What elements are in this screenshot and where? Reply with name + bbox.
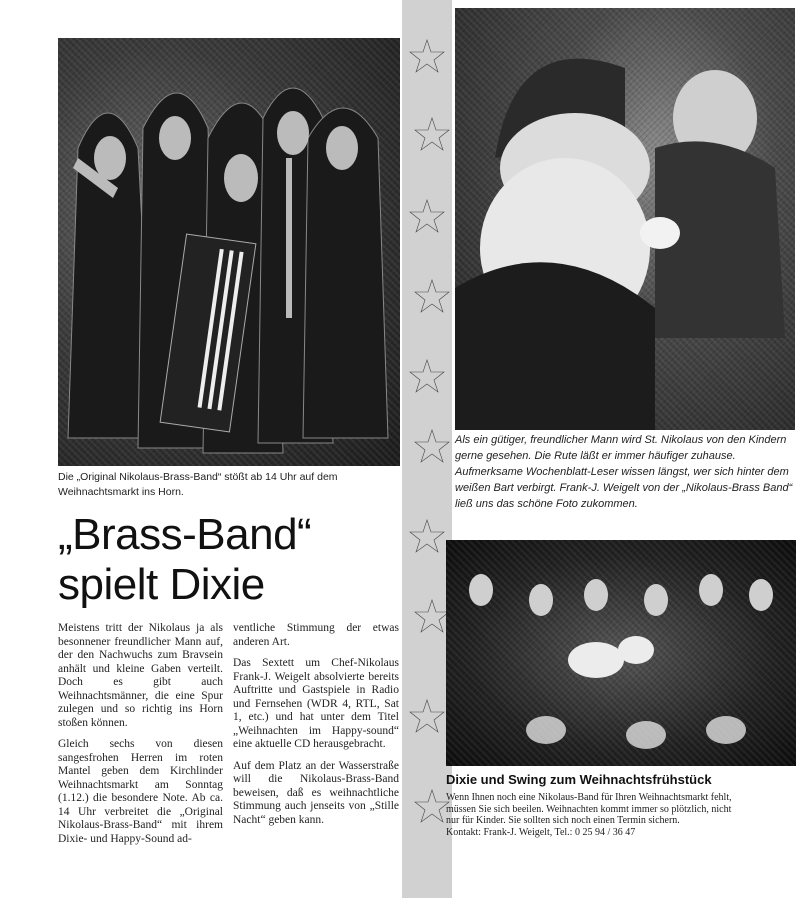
notice-line: nur für Kinder. Sie sollten sich noch einen Termin sichern. bbox=[446, 815, 680, 826]
band-performance-photo bbox=[446, 540, 796, 766]
article-column-2 bbox=[233, 622, 399, 835]
brass-band-photo-caption: Die „Original Nikolaus-Brass-Band“ stößt ab 14 Uhr auf dem Weihnachtsmarkt ins Horn. bbox=[58, 471, 338, 498]
star-border-decoration bbox=[402, 0, 452, 898]
article-paragraph: Meistens tritt der Nikolaus ja als besonnener freundlicher Mann auf, der den Nachwuchs zum Bravsein anhält und kleine Gaben verteilt. Doch es gibt auch Weihnachtsmänner, die eine Spur zulegen und so richtig ins Horn stoßen können. bbox=[58, 622, 223, 729]
contact-line: Kontakt: Frank-J. Weigelt, Tel.: 0 25 94 / 36 47 bbox=[446, 826, 636, 838]
band-performance-title: Dixie und Swing zum Weihnachtsfrühstück bbox=[446, 772, 712, 787]
headline-line-1: „Brass-Band“ bbox=[58, 510, 312, 559]
article-headline bbox=[58, 510, 418, 610]
brass-band-photo bbox=[58, 38, 400, 466]
article-paragraph: Das Sextett um Chef-Nikolaus Frank-J. Weigelt absolvierte bereits Auftritte und Gastspiele in Radio und Fernsehen (WDR 4, RTL, Sat 1, etc.) und hat unter dem Titel „Weihnachten im Happy-sound“ eine aktuelle CD herausgebracht. bbox=[233, 657, 399, 750]
headline-line-2: spielt Dixie bbox=[58, 560, 265, 609]
notice-line: Wenn Ihnen noch eine Nikolaus-Band für Ihren Weihnachtsmarkt fehlt, bbox=[446, 792, 732, 803]
article-paragraph: ventliche Stimmung der etwas anderen Art. bbox=[233, 622, 399, 648]
nikolaus-child-photo-caption: Als ein gütiger, freundlicher Mann wird St. Nikolaus von den Kindern gerne gesehen. Die Rute läßt er immer häufiger zuhause. Aufmerksame Wochenblatt-Leser wissen längst, wer sich hinter dem weißen Bart verbirgt. Frank-J. Weigelt von der „Nikolaus-Brass Band“ ließ uns das schöne Foto zukommen. bbox=[455, 434, 793, 510]
article-paragraph: Auf dem Platz an der Wasserstraße will die Nikolaus-Brass-Band beweisen, daß es weihnachtliche Stimmung auch jenseits von „Stille Nacht“ geben kann. bbox=[233, 759, 399, 826]
band-booking-notice bbox=[446, 792, 798, 838]
article-paragraph: Gleich sechs von diesen sangesfrohen Herren im roten Mantel geben dem Kirchlinder Weihnachtsmarkt am Sonntag (1.12.) die besondere Note. Ab ca. 14 Uhr verbreitet die „Original Nikolaus-Brass-Band“ mit ihrem Dixie- und Happy-Sound ad- bbox=[58, 738, 223, 845]
notice-line: müssen Sie sich beeilen. Weihnachten kommt immer so plötzlich, nicht bbox=[446, 803, 732, 815]
nikolaus-child-photo bbox=[455, 8, 795, 430]
article-column-1 bbox=[58, 622, 223, 854]
